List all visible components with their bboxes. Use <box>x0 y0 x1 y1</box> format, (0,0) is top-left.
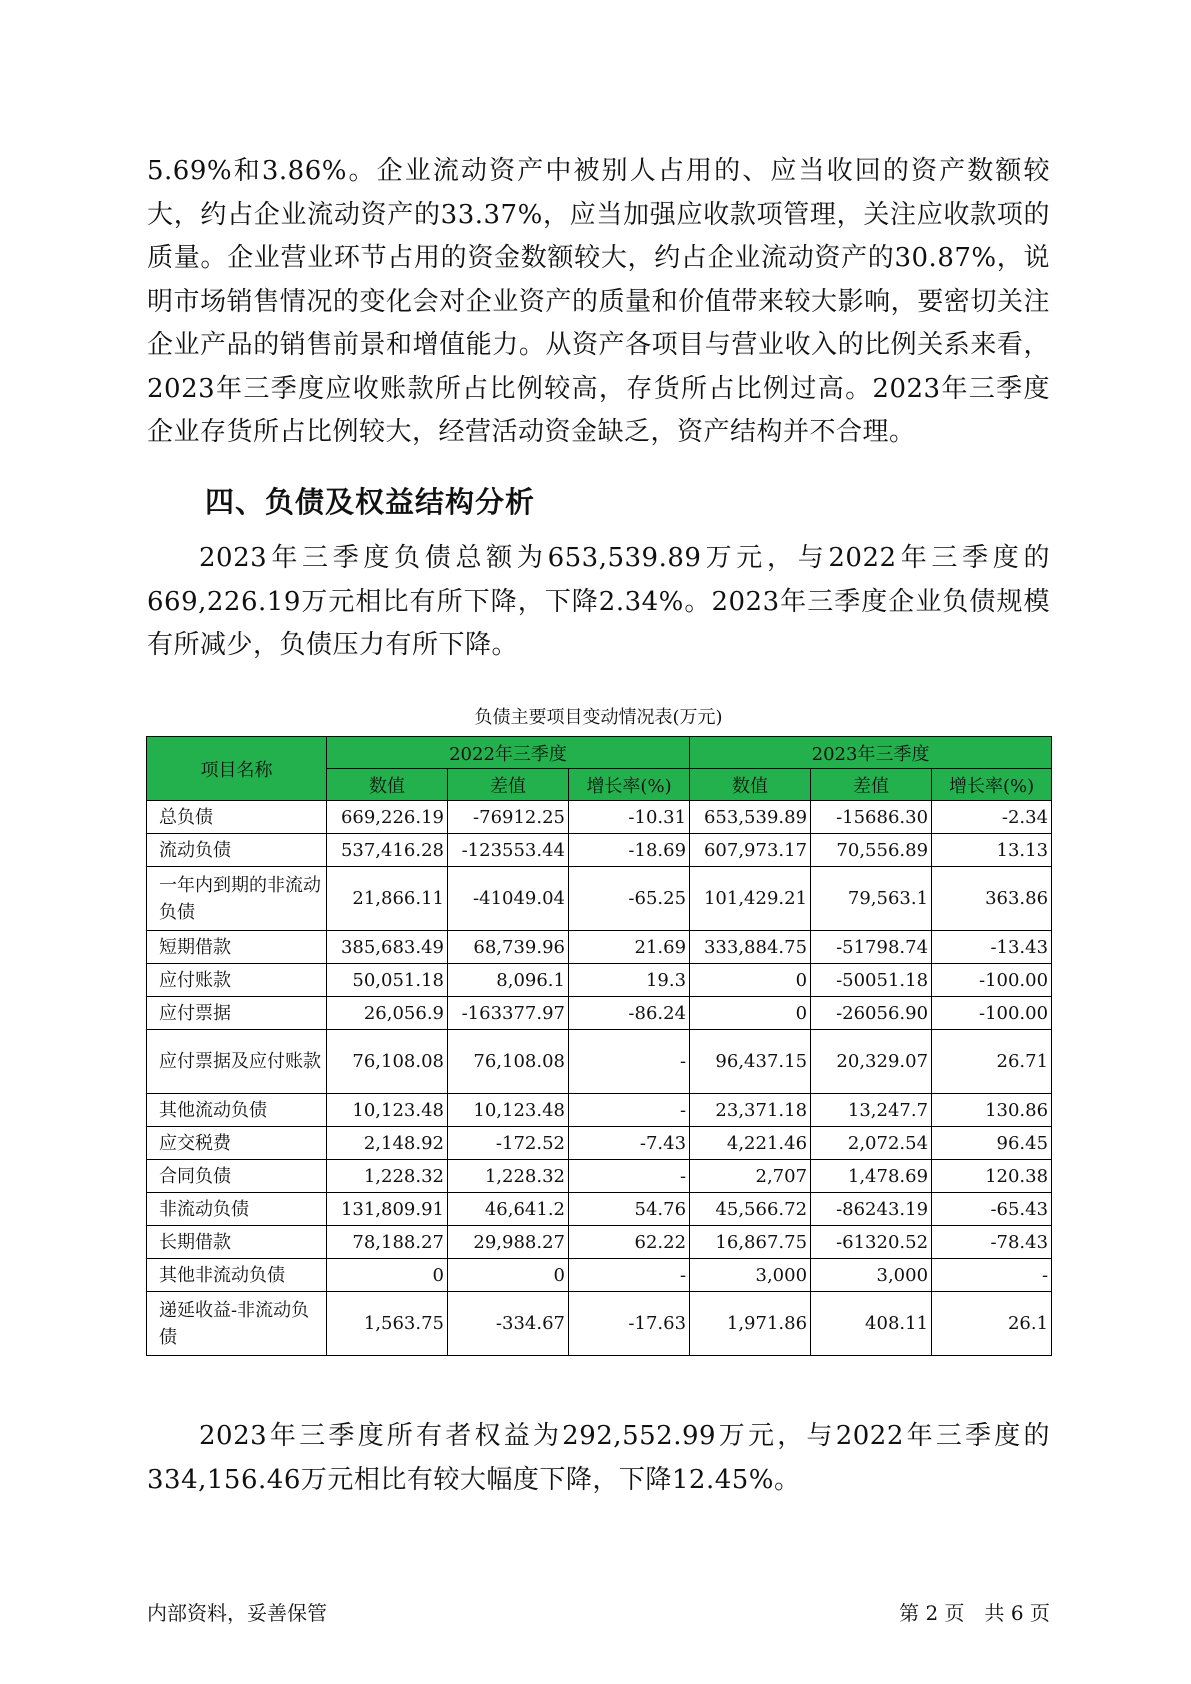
cell-growth-2023: 13.13 <box>932 834 1052 867</box>
cell-diff-2022: 8,096.1 <box>448 964 569 997</box>
growth-header-2022: 增长率(%) <box>569 769 690 801</box>
cell-diff-2022: -163377.97 <box>448 997 569 1030</box>
cell-growth-2023: 130.86 <box>932 1094 1052 1127</box>
row-label: 总负债 <box>147 801 327 834</box>
cell-diff-2022: -123553.44 <box>448 834 569 867</box>
cell-value-2023: 101,429.21 <box>690 867 811 931</box>
row-label: 其他流动负债 <box>147 1094 327 1127</box>
cell-value-2022: 385,683.49 <box>327 931 448 964</box>
table-row <box>147 931 1052 964</box>
cell-diff-2022: -334.67 <box>448 1292 569 1356</box>
table-row <box>147 801 1052 834</box>
cell-value-2022: 10,123.48 <box>327 1094 448 1127</box>
cell-diff-2022: 1,228.32 <box>448 1160 569 1193</box>
cell-growth-2023: 363.86 <box>932 867 1052 931</box>
row-label: 应付票据及应付账款 <box>147 1030 327 1094</box>
table-row <box>147 1160 1052 1193</box>
cell-diff-2023: -15686.30 <box>811 801 932 834</box>
cell-value-2022: 21,866.11 <box>327 867 448 931</box>
diff-header-2023: 差值 <box>811 769 932 801</box>
table-body <box>147 801 1052 1356</box>
cell-value-2023: 2,707 <box>690 1160 811 1193</box>
cell-value-2023: 607,973.17 <box>690 834 811 867</box>
table-row <box>147 997 1052 1030</box>
row-label: 长期借款 <box>147 1226 327 1259</box>
cell-value-2023: 0 <box>690 964 811 997</box>
cell-value-2023: 3,000 <box>690 1259 811 1292</box>
cell-value-2023: 23,371.18 <box>690 1094 811 1127</box>
cell-growth-2022: - <box>569 1030 690 1094</box>
cell-value-2023: 96,437.15 <box>690 1030 811 1094</box>
row-label: 应交税费 <box>147 1127 327 1160</box>
cell-diff-2022: 76,108.08 <box>448 1030 569 1094</box>
cell-diff-2023: 20,329.07 <box>811 1030 932 1094</box>
cell-value-2023: 333,884.75 <box>690 931 811 964</box>
cell-value-2022: 78,188.27 <box>327 1226 448 1259</box>
cell-growth-2022: -7.43 <box>569 1127 690 1160</box>
row-label: 应付账款 <box>147 964 327 997</box>
cell-growth-2022: 54.76 <box>569 1193 690 1226</box>
cell-value-2022: 76,108.08 <box>327 1030 448 1094</box>
cell-growth-2023: - <box>932 1259 1052 1292</box>
cell-value-2023: 653,539.89 <box>690 801 811 834</box>
table-row <box>147 834 1052 867</box>
cell-diff-2023: -51798.74 <box>811 931 932 964</box>
period-header-2023: 2023年三季度 <box>690 737 1052 769</box>
cell-growth-2022: 21.69 <box>569 931 690 964</box>
cell-value-2023: 4,221.46 <box>690 1127 811 1160</box>
cell-growth-2022: - <box>569 1094 690 1127</box>
cell-value-2022: 1,563.75 <box>327 1292 448 1356</box>
cell-diff-2022: 29,988.27 <box>448 1226 569 1259</box>
growth-header-2023: 增长率(%) <box>932 769 1052 801</box>
cell-growth-2023: 26.71 <box>932 1030 1052 1094</box>
cell-diff-2022: 68,739.96 <box>448 931 569 964</box>
cell-value-2023: 0 <box>690 997 811 1030</box>
liabilities-table <box>146 736 1052 1356</box>
cell-diff-2023: 70,556.89 <box>811 834 932 867</box>
row-label: 短期借款 <box>147 931 327 964</box>
cell-growth-2023: -78.43 <box>932 1226 1052 1259</box>
row-label: 递延收益-非流动负债 <box>147 1292 327 1356</box>
cell-value-2022: 669,226.19 <box>327 801 448 834</box>
cell-growth-2023: 26.1 <box>932 1292 1052 1356</box>
value-header-2023: 数值 <box>690 769 811 801</box>
cell-value-2022: 50,051.18 <box>327 964 448 997</box>
cell-growth-2022: -18.69 <box>569 834 690 867</box>
cell-value-2022: 537,416.28 <box>327 834 448 867</box>
cell-diff-2023: 13,247.7 <box>811 1094 932 1127</box>
cell-diff-2022: 0 <box>448 1259 569 1292</box>
row-label: 其他非流动负债 <box>147 1259 327 1292</box>
cell-growth-2022: -10.31 <box>569 801 690 834</box>
cell-growth-2023: -65.43 <box>932 1193 1052 1226</box>
table-caption: 负债主要项目变动情况表(万元) <box>474 707 723 728</box>
cell-diff-2023: 1,478.69 <box>811 1160 932 1193</box>
cell-growth-2022: - <box>569 1259 690 1292</box>
section-heading-liabilities: 四、负债及权益结构分析 <box>205 485 536 519</box>
cell-growth-2023: -2.34 <box>932 801 1052 834</box>
row-label: 非流动负债 <box>147 1193 327 1226</box>
table-row <box>147 1193 1052 1226</box>
table-row <box>147 964 1052 997</box>
body-paragraph-assets: 5.69%和3.86%。企业流动资产中被别人占用的、应当收回的资产数额较大，约占企业流动资产的33.37%，应当加强应收款项管理，关注应收款项的质量。企业营业环节占用的资金数额较大，约占企业流动资产的30.87%，说明市场销售情况的变化会对企业资产的质量和价值带来较大影响，要密切关注企业产品的销售前景和增值能力。从资产各项目与营业收入的比例关系来看，2023年三季度应收账款所占比例较高，存货所占比例过高。2023年三季度企业存货所占比例较大，经营活动资金缺乏，资产结构并不合理。 <box>147 156 1050 447</box>
cell-diff-2022: 46,641.2 <box>448 1193 569 1226</box>
cell-growth-2022: -17.63 <box>569 1292 690 1356</box>
cell-value-2022: 2,148.92 <box>327 1127 448 1160</box>
row-label: 一年内到期的非流动负债 <box>147 867 327 931</box>
cell-diff-2023: 3,000 <box>811 1259 932 1292</box>
cell-diff-2023: -61320.52 <box>811 1226 932 1259</box>
period-header-2022: 2022年三季度 <box>327 737 690 769</box>
value-header-2022: 数值 <box>327 769 448 801</box>
cell-diff-2023: 79,563.1 <box>811 867 932 931</box>
cell-value-2023: 16,867.75 <box>690 1226 811 1259</box>
cell-value-2022: 131,809.91 <box>327 1193 448 1226</box>
cell-diff-2023: 408.11 <box>811 1292 932 1356</box>
diff-header-2022: 差值 <box>448 769 569 801</box>
page-number: 第 2 页 共 6 页 <box>899 1601 1050 1625</box>
cell-growth-2022: 19.3 <box>569 964 690 997</box>
cell-growth-2022: 62.22 <box>569 1226 690 1259</box>
cell-diff-2023: 2,072.54 <box>811 1127 932 1160</box>
row-label: 流动负债 <box>147 834 327 867</box>
row-label: 应付票据 <box>147 997 327 1030</box>
cell-growth-2022: -65.25 <box>569 867 690 931</box>
table-row <box>147 1292 1052 1356</box>
table-row <box>147 1259 1052 1292</box>
cell-growth-2022: - <box>569 1160 690 1193</box>
table-row <box>147 1226 1052 1259</box>
table-row <box>147 1094 1052 1127</box>
table-row <box>147 1030 1052 1094</box>
cell-growth-2022: -86.24 <box>569 997 690 1030</box>
body-paragraph-liabilities: 2023年三季度负债总额为653,539.89万元，与2022年三季度的669,226.19万元相比有所下降，下降2.34%。2023年三季度企业负债规模有所减少，负债压力有所下降。 <box>147 543 1050 660</box>
cell-diff-2022: -41049.04 <box>448 867 569 931</box>
cell-value-2022: 1,228.32 <box>327 1160 448 1193</box>
cell-diff-2023: -50051.18 <box>811 964 932 997</box>
cell-growth-2023: 120.38 <box>932 1160 1052 1193</box>
cell-value-2023: 1,971.86 <box>690 1292 811 1356</box>
cell-diff-2023: -26056.90 <box>811 997 932 1030</box>
row-label: 合同负债 <box>147 1160 327 1193</box>
cell-growth-2023: 96.45 <box>932 1127 1052 1160</box>
footer-confidential-note: 内部资料，妥善保管 <box>147 1601 327 1625</box>
cell-value-2022: 26,056.9 <box>327 997 448 1030</box>
cell-growth-2023: -100.00 <box>932 997 1052 1030</box>
cell-diff-2023: -86243.19 <box>811 1193 932 1226</box>
cell-growth-2023: -100.00 <box>932 964 1052 997</box>
cell-growth-2023: -13.43 <box>932 931 1052 964</box>
table-row <box>147 867 1052 931</box>
cell-value-2022: 0 <box>327 1259 448 1292</box>
cell-diff-2022: -76912.25 <box>448 801 569 834</box>
item-name-header: 项目名称 <box>147 737 327 801</box>
cell-diff-2022: -172.52 <box>448 1127 569 1160</box>
cell-value-2023: 45,566.72 <box>690 1193 811 1226</box>
cell-diff-2022: 10,123.48 <box>448 1094 569 1127</box>
table-row <box>147 1127 1052 1160</box>
body-paragraph-equity: 2023年三季度所有者权益为292,552.99万元，与2022年三季度的334,156.46万元相比有较大幅度下降，下降12.45%。 <box>147 1421 1050 1495</box>
